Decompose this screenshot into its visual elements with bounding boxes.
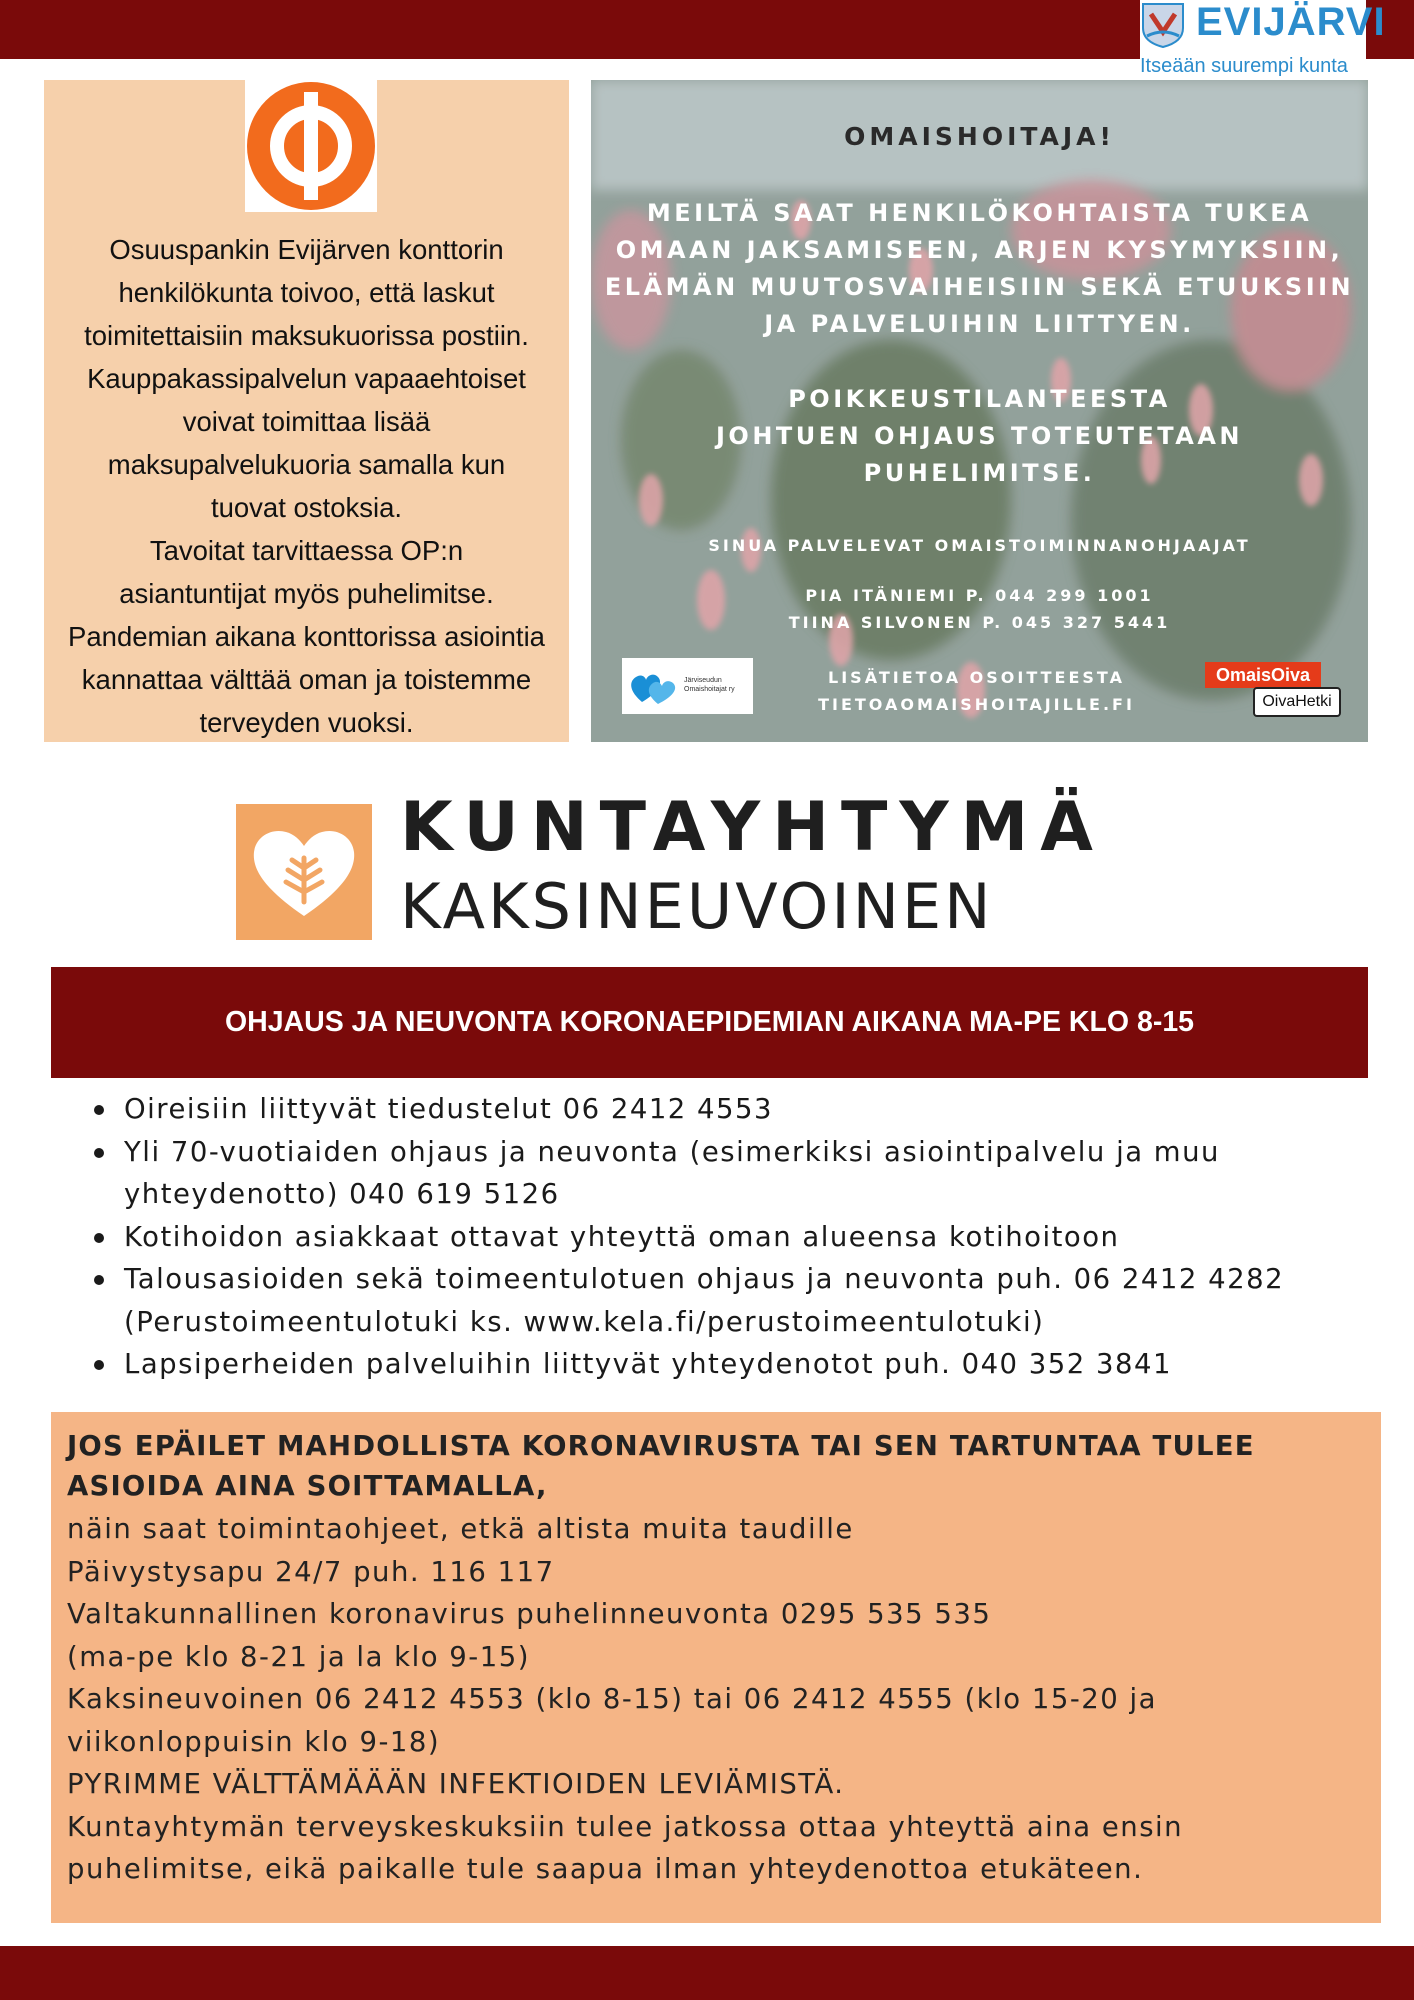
op-logo-icon	[245, 80, 377, 212]
op-notice-line: Kauppakassipalvelun vapaaehtoiset	[87, 363, 526, 394]
jarviseudun-logo	[622, 658, 753, 714]
oivahetki-logo: OivaHetki	[1253, 687, 1341, 717]
bullet-icon	[94, 1360, 104, 1370]
op-notice-line: Tavoitat tarvittaessa OP:n	[149, 535, 464, 566]
op-notice-line: voivat toimittaa lisää	[182, 406, 431, 437]
warning-body-line: PYRIMME VÄLTTÄMÄÄÄN INFEKTIOIDEN LEVIÄMISTÄ.	[67, 1768, 845, 1800]
kuntayhtyma-title: KUNTAYHTYMÄ	[400, 788, 1105, 867]
logo-tagline: Itseään suurempi kunta	[1140, 55, 1348, 77]
serving-label: SINUA PALVELEVAT OMAISTOIMINNANOHJAAJAT	[708, 536, 1251, 555]
warning-heading-line: JOS EPÄILET MAHDOLLISTA KORONAVIRUSTA TAI SEN TARTUNTAA TULEE	[67, 1430, 1255, 1462]
crest-icon	[1141, 2, 1185, 48]
op-notice-line: Osuuspankin Evijärven konttorin	[109, 234, 504, 265]
evijarvi-logo	[1140, 0, 1386, 80]
jarvi-logo-text: Järviseudun Omaishoitajat ry	[684, 677, 735, 693]
omaishoitaja-line: PUHELIMITSE.	[863, 459, 1096, 487]
op-notice-line: toimitettaisiin maksukuorissa postiin.	[84, 320, 529, 351]
warning-body-line: Päivystysapu 24/7 puh. 116 117	[67, 1555, 555, 1588]
list-item-text: Lapsiperheiden palveluihin liittyvät yhteydenotot puh. 040 352 3841	[124, 1348, 1173, 1380]
warning-body-line: viikonloppuisin klo 9-18)	[67, 1725, 441, 1758]
more-info-line: LISÄTIETOA OSOITTEESTA	[828, 668, 1125, 687]
omaishoitaja-line: JOHTUEN OHJAUS TOTEUTETAAN	[715, 422, 1244, 450]
kuntayhtyma-heart-icon	[236, 804, 372, 940]
list-item	[92, 1088, 1352, 1131]
op-notice-line: tuovat ostoksia.	[210, 492, 403, 523]
bullet-icon	[94, 1148, 104, 1158]
guidance-banner: OHJAUS JA NEUVONTA KORONAEPIDEMIAN AIKANA MA-PE KLO 8-15	[51, 967, 1368, 1078]
op-notice-line: kannattaa välttää oman ja toistemme	[81, 664, 532, 695]
warning-body-line: Kuntayhtymän terveyskeskuksiin tulee jatkossa ottaa yhteyttä aina ensin	[67, 1810, 1184, 1843]
omaishoitaja-line: OMAAN JAKSAMISEEN, ARJEN KYSYMYKSIIN,	[615, 236, 1344, 264]
warning-heading	[67, 1426, 1255, 1506]
bullet-icon	[94, 1105, 104, 1115]
op-notice-text	[44, 228, 569, 744]
warning-body-line: Kaksineuvoinen 06 2412 4553 (klo 8-15) tai 06 2412 4555 (klo 15-20 ja	[67, 1683, 1157, 1715]
omaishoitaja-paragraph-2	[591, 381, 1368, 492]
services-list	[92, 1088, 1352, 1386]
warning-body	[67, 1508, 1183, 1891]
omaisoiva-logo: OmaisOiva	[1205, 662, 1321, 688]
list-item	[92, 1343, 1352, 1386]
op-notice-line: terveyden vuoksi.	[199, 707, 414, 738]
warning-body-line: Valtakunnallinen koronavirus puhelinneuvonta 0295 535 535	[67, 1598, 992, 1630]
contact-line: PIA ITÄNIEMI P. 044 299 1001	[805, 586, 1154, 605]
omaishoitaja-line: ELÄMÄN MUUTOSVAIHEISIIN SEKÄ ETUUKSIIN	[604, 273, 1355, 301]
list-item-text: yhteydenotto) 040 619 5126	[124, 1178, 560, 1210]
warning-heading-line: ASIOIDA AINA SOITTAMALLA,	[67, 1470, 548, 1502]
list-item	[92, 1216, 1352, 1259]
omaishoitaja-heading: OMAISHOITAJA!	[844, 122, 1115, 151]
op-notice-line: henkilökunta toivoo, että laskut	[118, 277, 495, 308]
list-item-text: Kotihoidon asiakkaat ottavat yhteyttä oman alueensa kotihoitoon	[124, 1220, 1120, 1253]
list-item-text: Oireisiin liittyvät tiedustelut 06 2412 4553	[124, 1093, 774, 1125]
list-item	[92, 1258, 1352, 1343]
list-item-text: Talousasioiden sekä toimeentulotuen ohjaus ja neuvonta puh. 06 2412 4282	[124, 1263, 1285, 1295]
omaishoitaja-line: POIKKEUSTILANTEESTA	[788, 385, 1171, 413]
bullet-icon	[94, 1233, 104, 1243]
op-notice-line: asiantuntijat myös puhelimitse.	[119, 578, 494, 609]
warning-body-line: (ma-pe klo 8-21 ja la klo 9-15)	[67, 1640, 530, 1673]
kaksineuvoinen-title: KAKSINEUVOINEN	[400, 870, 994, 943]
op-notice-panel	[44, 80, 569, 742]
op-notice-line: Pandemian aikana konttorissa asiointia	[68, 621, 545, 652]
omaishoitaja-paragraph-1	[591, 195, 1368, 343]
bottom-bar	[0, 1946, 1414, 2000]
covid-warning-box	[51, 1412, 1381, 1923]
hearts-icon	[628, 668, 682, 706]
logo-name: EVIJÄRVI	[1196, 0, 1386, 44]
omaishoitaja-line: MEILTÄ SAAT HENKILÖKOHTAISTA TUKEA	[646, 199, 1313, 227]
bullet-icon	[94, 1275, 104, 1285]
more-info-line: TIETOAOMAISHOITAJILLE.FI	[818, 695, 1135, 714]
omaishoitaja-line: JA PALVELUIHIN LIITTYEN.	[764, 310, 1195, 338]
contact-line: TIINA SILVONEN P. 045 327 5441	[788, 613, 1171, 632]
op-notice-line: maksupalvelukuoria samalla kun	[107, 449, 506, 480]
warning-body-line: puhelimitse, eikä paikalle tule saapua ilman yhteydenottoa etukäteen.	[67, 1853, 1144, 1885]
omaishoitaja-panel	[591, 80, 1368, 742]
list-item-text: (Perustoimeentulotuki ks. www.kela.fi/perustoimeentulotuki)	[124, 1305, 1045, 1338]
list-item-text: Yli 70-vuotiaiden ohjaus ja neuvonta (esimerkiksi asiointipalvelu ja muu	[124, 1135, 1220, 1168]
contact-list	[591, 582, 1368, 636]
list-item	[92, 1131, 1352, 1216]
warning-body-line: näin saat toimintaohjeet, etkä altista muita taudille	[67, 1513, 854, 1545]
